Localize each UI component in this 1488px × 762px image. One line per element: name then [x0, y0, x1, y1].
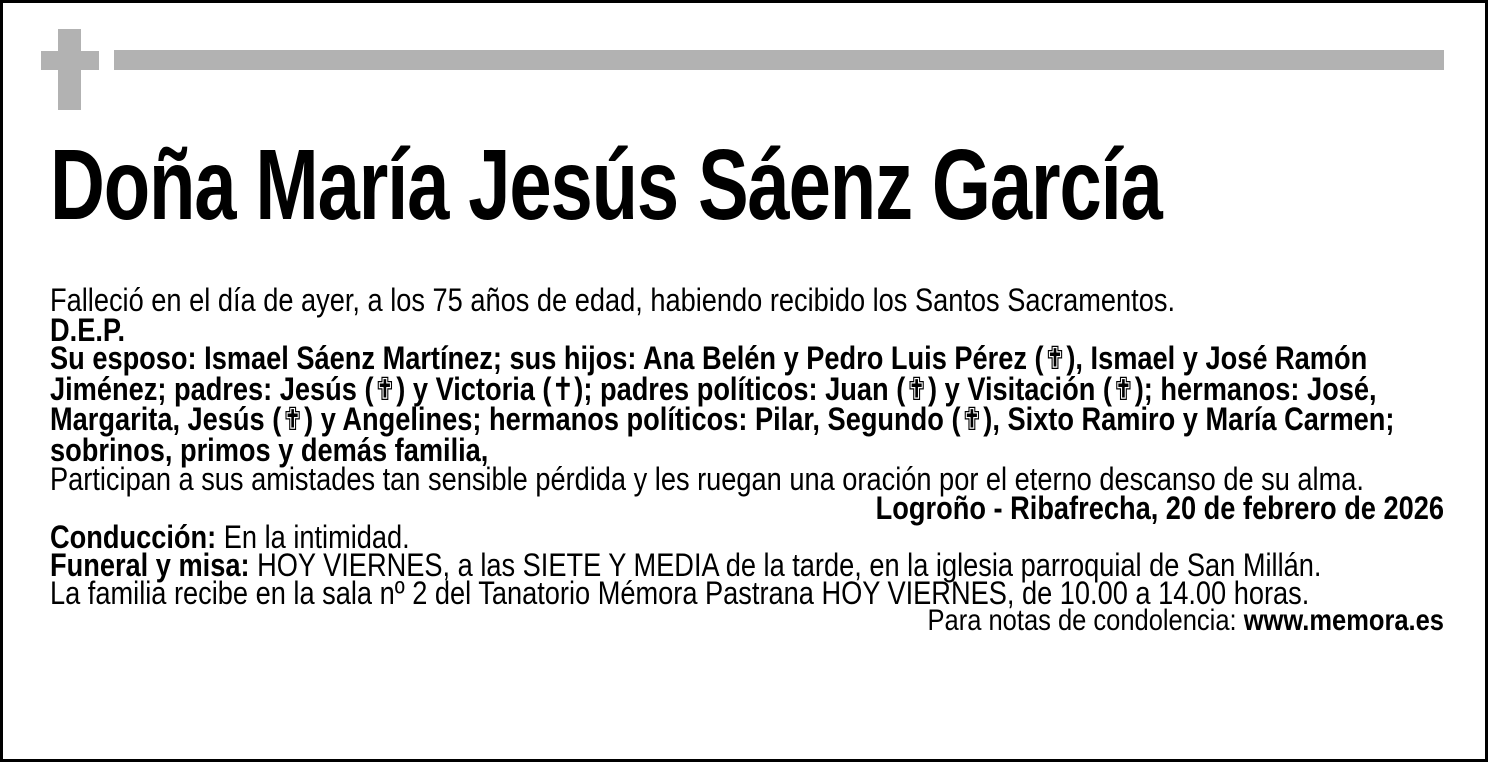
header-separator-bar [114, 50, 1444, 70]
dep-abbreviation: D.E.P. [50, 312, 126, 348]
condolence-line [50, 604, 1444, 637]
funeral-text: HOY VIERNES, a las SIETE Y MEDIA de la tarde, en la iglesia parroquial de San Millán. [257, 547, 1322, 583]
condolence-label: Para notas de condolencia: [927, 604, 1237, 637]
family-listing: Su esposo: Ismael Sáenz Martínez; sus hijos: Ana Belén y Pedro Luis Pérez (✟), Ismael y José Ramón Jiménez; padres: Jesús (✟) y Victoria (✝); padres políticos: Juan (✟) y Visitación (✟); hermanos: José, Margarita, Jesús (✟) y Angelines; hermanos políticos: Pilar, Segundo (✟), Sixto Ramiro y María Carmen; sobrinos, primos y demás familia, [50, 340, 1395, 468]
participation-statement: Participan a sus amistades tan sensible pérdida y les ruegan una oración por el eterno descanso de su alma. [50, 461, 1364, 497]
place-and-date: Logroño - Ribafrecha, 20 de febrero de 2026 [875, 490, 1444, 526]
deceased-name-title: Doña María Jesús Sáenz García [50, 129, 1162, 241]
notice-body [50, 284, 1444, 635]
conduccion-text: En la intimidad. [223, 519, 410, 555]
funeral-label: Funeral y misa: [50, 547, 250, 583]
death-statement: Falleció en el día de ayer, a los 75 años de edad, habiendo recibido los Santos Sacramentos. [50, 282, 1176, 318]
cross-icon-horizontal [41, 51, 99, 70]
reception-line: La familia recibe en la sala nº 2 del Tanatorio Mémora Pastrana HOY VIERNES, de 10.00 a 14.00 horas. [50, 575, 1310, 611]
conduccion-label: Conducción: [50, 519, 217, 555]
condolence-url: www.memora.es [1243, 604, 1444, 637]
